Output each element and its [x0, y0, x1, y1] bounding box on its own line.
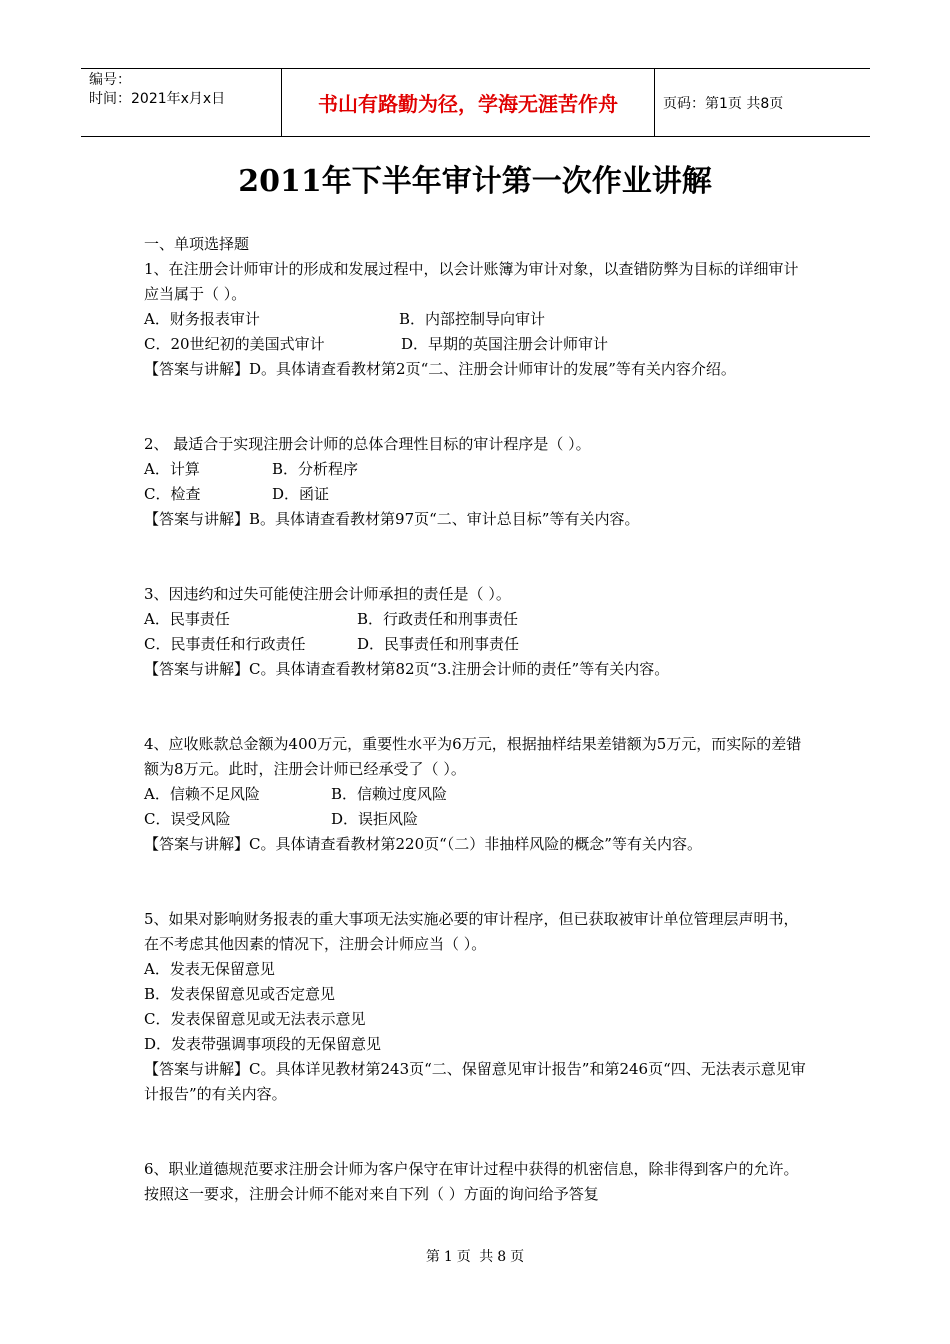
question-1-option-b: B．内部控制导向审计	[399, 310, 546, 328]
header-motto: 书山有路勤为径，学海无涯苦作舟	[282, 69, 655, 136]
question-5-option-a: A．发表无保留意见	[144, 960, 275, 978]
question-3-options-row-1	[144, 607, 809, 632]
question-3-option-b: B．行政责任和刑事责任	[357, 610, 519, 628]
question-1-answer: 【答案与讲解】D。具体请查看教材第2页“二、注册会计师审计的发展”等有关内容介绍。	[144, 360, 736, 378]
document-header	[81, 68, 870, 137]
footer-total-label: 共	[479, 1249, 494, 1265]
question-4-options-row-1	[144, 782, 809, 807]
question-3-options-row-2	[144, 632, 809, 657]
question-2-answer: 【答案与讲解】B。具体请查看教材第97页“二、审计总目标”等有关内容。	[144, 510, 640, 528]
question-2-option-b: B．分析程序	[272, 460, 359, 478]
question-3-stem: 3、因违约和过失可能使注册会计师承担的责任是（ ）。	[144, 585, 511, 603]
header-number-label: 编号：	[89, 72, 131, 88]
question-4-option-d: D．误拒风险	[331, 810, 419, 828]
question-4-options-row-2	[144, 807, 809, 832]
section-heading: 一、单项选择题	[144, 235, 250, 253]
question-5-option-d: D．发表带强调事项段的无保留意见	[144, 1035, 382, 1053]
footer-total-unit: 页	[510, 1249, 525, 1265]
question-1-option-d: D．早期的英国注册会计师审计	[401, 335, 609, 353]
question-5-answer: 【答案与讲解】C。具体详见教材第243页“二、保留意见审计报告”和第246页“四、无法表示意见审计报告”的有关内容。	[144, 1060, 806, 1103]
header-page-info: 页码：第1页 共8页	[663, 95, 784, 112]
question-3-option-d: D．民事责任和刑事责任	[357, 635, 520, 653]
question-1-option-a: A．财务报表审计	[144, 310, 260, 328]
question-1-option-c: C．20世纪初的美国式审计	[144, 335, 325, 353]
document-title: 2011年下半年审计第一次作业讲解	[238, 164, 712, 199]
question-3-option-c: C．民事责任和行政责任	[144, 635, 306, 653]
question-2-stem: 2、 最适合于实现注册会计师的总体合理性目标的审计程序是（ ）。	[144, 435, 591, 453]
question-1-options-row-1	[144, 307, 809, 332]
header-meta	[81, 69, 282, 136]
footer-page-unit: 页	[456, 1249, 471, 1265]
page-footer	[0, 1246, 950, 1266]
footer-page-label: 第	[425, 1249, 440, 1265]
question-5-option-b: B．发表保留意见或否定意见	[144, 985, 336, 1003]
question-2-option-a: A．计算	[144, 460, 200, 478]
question-4-stem: 4、应收账款总金额为400万元，重要性水平为6万元，根据抽样结果差错额为5万元，而实际的差错额为8万元。此时，注册会计师已经承受了（ ）。	[144, 735, 802, 778]
question-4-answer: 【答案与讲解】C。具体请查看教材第220页“（二）非抽样风险的概念”等有关内容。	[144, 835, 702, 853]
question-2-option-c: C．检查	[144, 485, 201, 503]
header-date-label: 时间：2021年x月x日	[89, 91, 226, 107]
question-3-option-a: A．民事责任	[144, 610, 230, 628]
footer-page-number: 1	[443, 1249, 453, 1265]
question-3-answer: 【答案与讲解】C。具体请查看教材第82页“3.注册会计师的责任”等有关内容。	[144, 660, 670, 678]
question-6-stem: 6、职业道德规范要求注册会计师为客户保守在审计过程中获得的机密信息，除非得到客户的允许。按照这一要求，注册会计师不能对来自下列（ ）方面的询问给予答复	[144, 1160, 799, 1203]
footer-total-number: 8	[497, 1249, 507, 1265]
question-5-option-c: C．发表保留意见或无法表示意见	[144, 1010, 366, 1028]
question-1-options-row-2	[144, 332, 809, 357]
question-4-option-b: B．信赖过度风险	[331, 785, 448, 803]
question-2-options-row-2	[144, 482, 809, 507]
document-body	[144, 232, 809, 1207]
question-4-option-c: C．误受风险	[144, 810, 231, 828]
question-1-stem: 1、在注册会计师审计的形成和发展过程中，以会计账簿为审计对象，以查错防弊为目标的详细审计应当属于（ ）。	[144, 260, 799, 303]
question-4-option-a: A．信赖不足风险	[144, 785, 260, 803]
question-5-stem: 5、如果对影响财务报表的重大事项无法实施必要的审计程序，但已获取被审计单位管理层声明书，在不考虑其他因素的情况下，注册会计师应当（ ）。	[144, 910, 799, 953]
question-2-options-row-1	[144, 457, 809, 482]
question-2-option-d: D．函证	[272, 485, 330, 503]
